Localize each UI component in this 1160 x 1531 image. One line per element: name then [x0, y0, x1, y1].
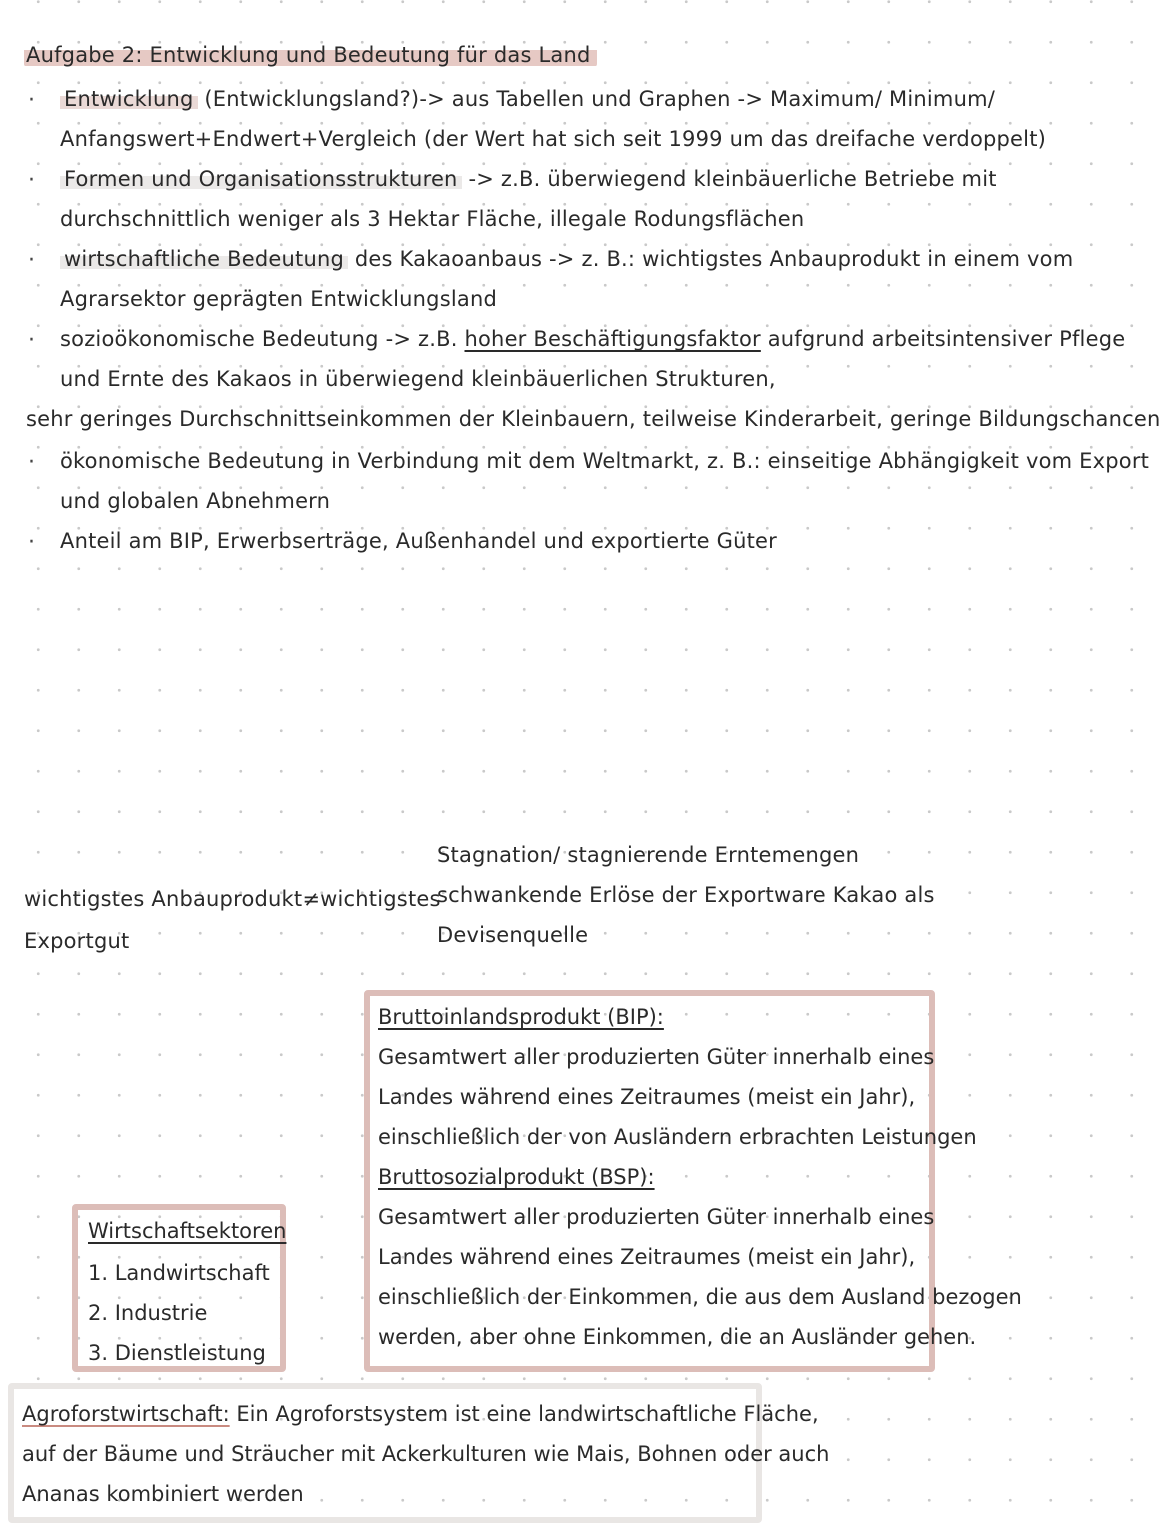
bullet-dot: ·: [28, 248, 35, 273]
bsp-definition-line: Landes während eines Zeitraumes (meist ein Jahr),: [378, 1245, 916, 1269]
sector-item: 2. Industrie: [88, 1301, 208, 1325]
underline-beschaeftigungsfaktor: hoher Beschäftigungsfaktor: [464, 327, 761, 351]
bullet-soziooekonomisch: sozioökonomische Bedeutung -> z.B. hoher Beschäftigungsfaktor aufgrund arbeitsintensiver Pflege: [60, 327, 1126, 351]
bullet-dot: ·: [28, 328, 35, 353]
agroforst-term: Agroforstwirtschaft:: [22, 1402, 230, 1426]
sector-item: 1. Landwirtschaft: [88, 1261, 270, 1285]
sector-item: 3. Dienstleistung: [88, 1341, 266, 1365]
bullet-soziooekonomisch-cont: und Ernte des Kakaos in überwiegend kleinbäuerlichen Strukturen,: [60, 367, 776, 391]
bip-heading: Bruttoinlandsprodukt (BIP):: [378, 1005, 664, 1029]
bullet-entwicklung-cont: Anfangswert+Endwert+Vergleich (der Wert hat sich seit 1999 um das dreifache verdoppelt): [60, 127, 1047, 151]
agroforst-line: Ananas kombiniert werden: [22, 1482, 304, 1506]
highlight-formen: Formen und Organisationsstrukturen: [60, 167, 462, 191]
bullet-dot: ·: [28, 530, 35, 555]
agroforst-line: Agroforstwirtschaft: Ein Agroforstsystem ist eine landwirtschaftliche Fläche,: [22, 1402, 819, 1426]
bullet-oekonomisch: ökonomische Bedeutung in Verbindung mit dem Weltmarkt, z. B.: einseitige Abhängigkeit vom Export: [60, 449, 1150, 473]
agroforst-line: auf der Bäume und Sträucher mit Ackerkulturen wie Mais, Bohnen oder auch: [22, 1442, 830, 1466]
bullet-formen-cont: durchschnittlich weniger als 3 Hektar Fläche, illegale Rodungsflächen: [60, 207, 805, 231]
bsp-definition-line: Gesamtwert aller produzierten Güter innerhalb eines: [378, 1205, 935, 1229]
page-title: Aufgabe 2: Entwicklung und Bedeutung für das Land: [26, 40, 597, 70]
highlight-wirtschaftliche: wirtschaftliche Bedeutung: [60, 247, 348, 271]
note-anbauprodukt: wichtigstes Anbauprodukt≠wichtigstes: [24, 887, 441, 911]
bsp-definition-line: einschließlich der Einkommen, die aus dem Ausland bezogen: [378, 1285, 1022, 1309]
bullet-oekonomisch-cont: und globalen Abnehmern: [60, 489, 331, 513]
bip-definition-line: Landes während eines Zeitraumes (meist ein Jahr),: [378, 1085, 916, 1109]
bullet-formen: Formen und Organisationsstrukturen -> z.B. überwiegend kleinbäuerliche Betriebe mit: [60, 164, 997, 194]
bullet-entwicklung: Entwicklung (Entwicklungsland?)-> aus Tabellen und Graphen -> Maximum/ Minimum/: [60, 84, 995, 114]
highlight-entwicklung: Entwicklung: [60, 87, 198, 111]
bullet-dot: ·: [28, 88, 35, 113]
sectors-box: [72, 1204, 286, 1372]
bullet-dot: ·: [28, 450, 35, 475]
note-erloese: schwankende Erlöse der Exportware Kakao als: [437, 883, 935, 907]
bullet-dot: ·: [28, 168, 35, 193]
bip-definition-line: einschließlich der von Ausländern erbrachten Leistungen: [378, 1125, 977, 1149]
bullet-wirtschaftliche-bedeutung: wirtschaftliche Bedeutung des Kakaoanbaus -> z. B.: wichtigstes Anbauprodukt in einem vom: [60, 244, 1073, 274]
text-einkommen: sehr geringes Durchschnittseinkommen der Kleinbauern, teilweise Kinderarbeit, geringe Bildungschancen: [26, 407, 1160, 431]
note-exportgut: Exportgut: [24, 929, 130, 953]
bip-bsp-definition-box: [364, 990, 1022, 1372]
bullet-wirtschaftliche-cont: Agrarsektor geprägten Entwicklungsland: [60, 287, 497, 311]
note-stagnation: Stagnation/ stagnierende Erntemengen: [437, 843, 860, 867]
bip-definition-line: Gesamtwert aller produzierten Güter innerhalb eines: [378, 1045, 935, 1069]
agroforst-definition-box: [8, 1383, 830, 1523]
note-devisenquelle: Devisenquelle: [437, 923, 589, 947]
bullet-anteil-bip: Anteil am BIP, Erwerbserträge, Außenhandel und exportierte Güter: [60, 529, 777, 553]
bsp-heading: Bruttosozialprodukt (BSP):: [378, 1165, 655, 1189]
bsp-definition-line: werden, aber ohne Einkommen, die an Ausländer gehen.: [378, 1325, 977, 1349]
sectors-heading: Wirtschaftsektoren: [88, 1219, 287, 1243]
